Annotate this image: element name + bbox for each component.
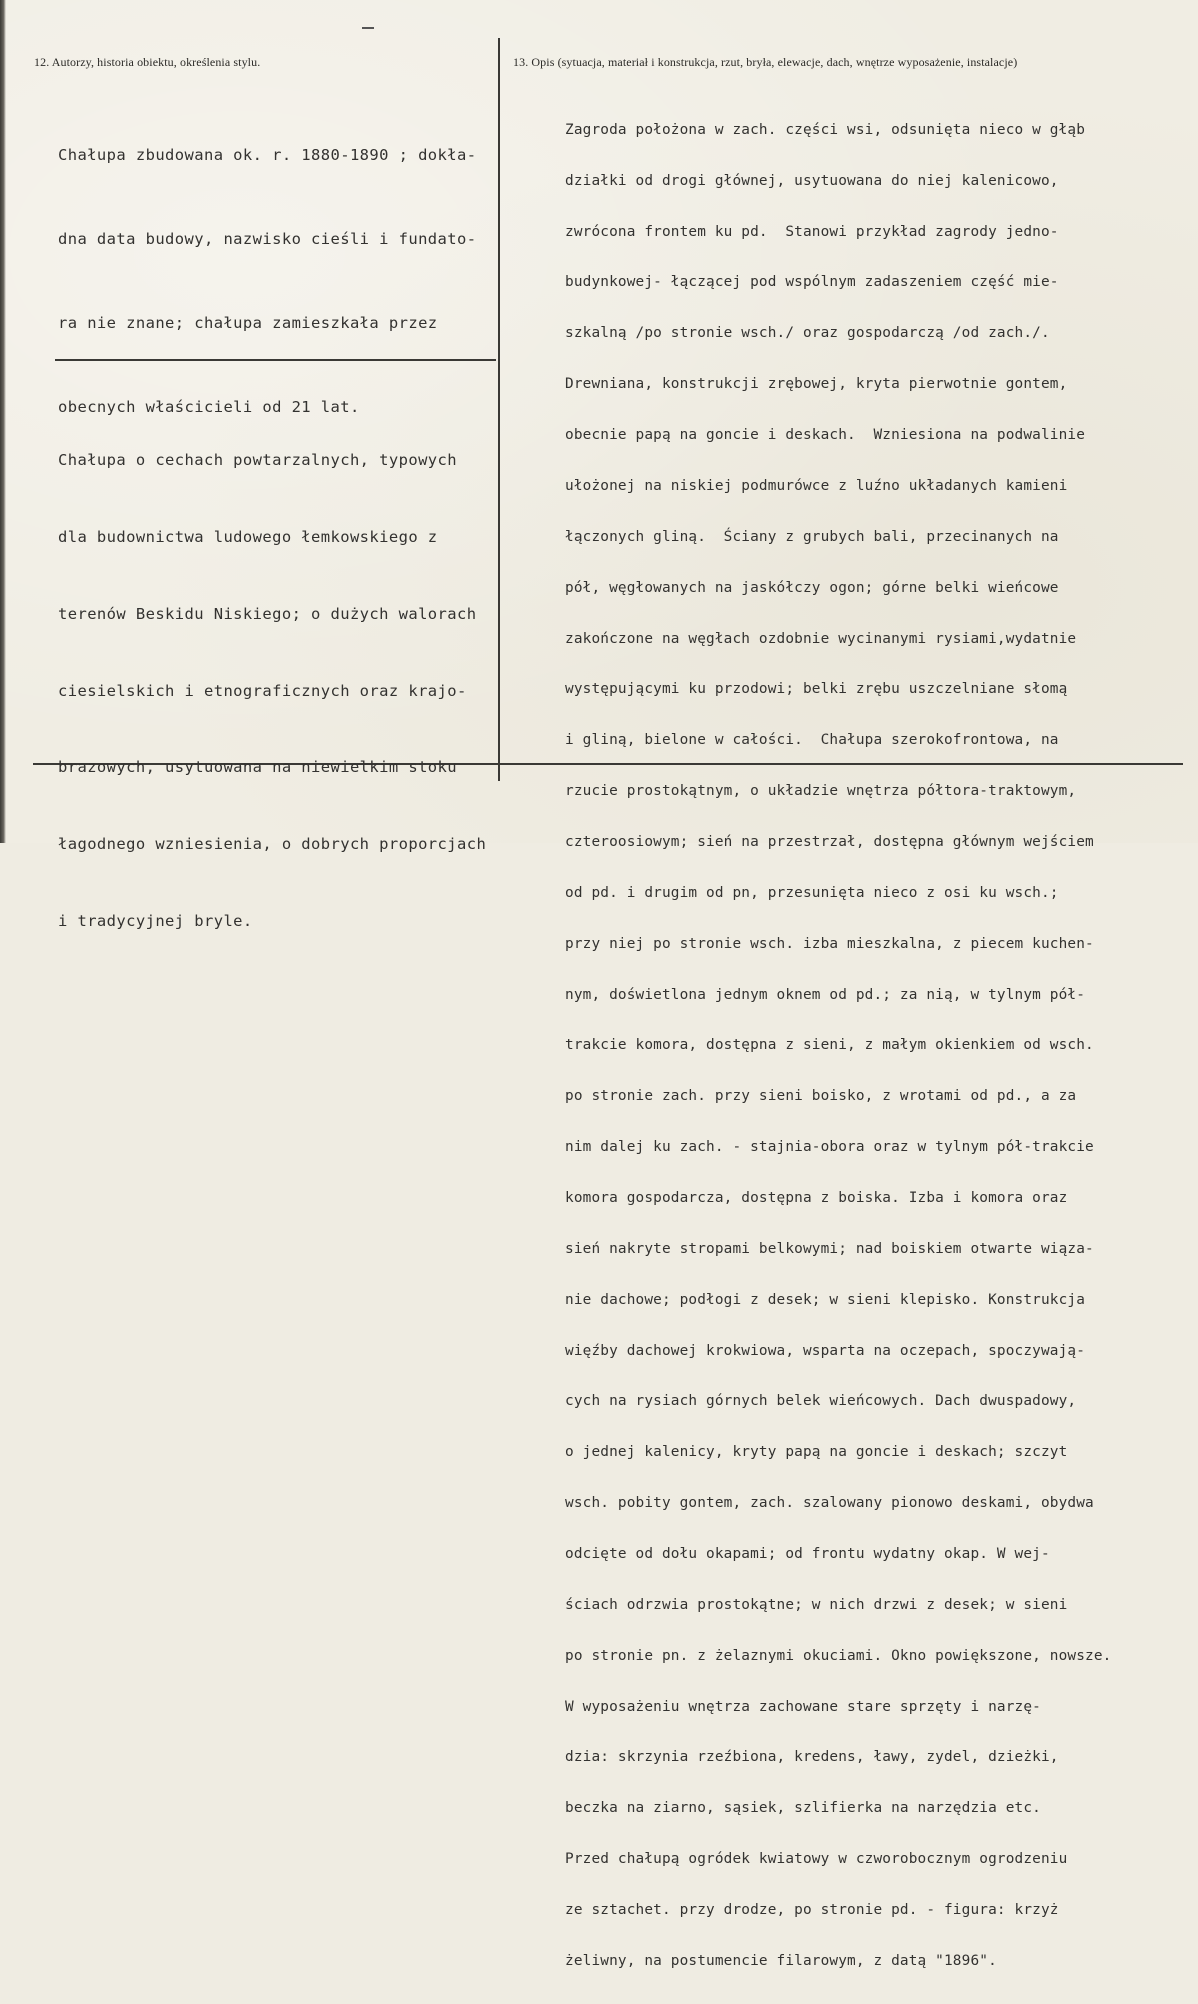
text-line: ciesielskich i etnograficznych oraz krajo-: [58, 681, 467, 700]
text-line: i gliną, bielone w całości. Chałupa szerokofrontowa, na: [565, 732, 1059, 749]
text-line: obecnych właścicieli od 21 lat.: [58, 398, 360, 416]
text-line: działki od drogi głównej, usytuowana do niej kalenicowo,: [565, 172, 1059, 189]
text-line: pół, węgłowanych na jaskółczy ogon; górne belki wieńcowe: [565, 579, 1059, 596]
text-line: wsch. pobity gontem, zach. szalowany pionowo deskami, obydwa: [565, 1495, 1094, 1512]
text-line: nie dachowe; podłogi z desek; w sieni klepisko. Konstrukcja: [565, 1291, 1086, 1308]
text-line: czteroosiowym; sień na przestrzał, dostępna głównym wejściem: [565, 833, 1094, 850]
text-line: występującymi ku przodowi; belki zrębu uszczelniane słomą: [565, 681, 1068, 698]
column-divider: [498, 38, 500, 781]
fold-mark: [362, 27, 374, 29]
text-line: żeliwny, na postumencie filarowym, z datą "1896".: [565, 1952, 997, 1969]
text-line: ściach odrzwia prostokątne; w nich drzwi z desek; w sieni: [565, 1596, 1068, 1613]
section-13-heading: 13. Opis (sytuacja, materiał i konstrukcja, rzut, bryła, elewacje, dach, wnętrze wyposażenie, instalacje): [513, 55, 1018, 69]
text-line: szkalną /po stronie wsch./ oraz gospodarczą /od zach./.: [565, 325, 1050, 342]
text-line: więźby dachowej krokwiowa, wsparta na oczepach, spoczywają-: [565, 1342, 1086, 1359]
text-line: obecnie papą na goncie i deskach. Wzniesiona na podwalinie: [565, 427, 1086, 444]
text-line: beczka na ziarno, sąsiek, szlifierka na narzędzia etc.: [565, 1800, 1041, 1817]
page-edge-shadow: [0, 0, 6, 843]
text-line: i tradycyjnej bryle.: [58, 911, 253, 930]
text-line: dna data budowy, nazwisko cieśli i fundato-: [58, 230, 477, 248]
text-line: cych na rysiach górnych belek wieńcowych. Dach dwuspadowy,: [565, 1393, 1077, 1410]
text-line: Chałupa zbudowana ok. r. 1880-1890 ; dokła-: [58, 146, 477, 164]
text-line: Chałupa o cechach powtarzalnych, typowych: [58, 451, 458, 470]
text-line: Przed chałupą ogródek kwiatowy w czworobocznym ogrodzeniu: [565, 1851, 1068, 1868]
text-line: łączonych gliną. Ściany z grubych bali, przecinanych na: [565, 528, 1059, 545]
text-line: odcięte od dołu okapami; od frontu wydatny okap. W wej-: [565, 1545, 1050, 1562]
description-text-block: [565, 88, 1111, 2004]
text-line: ze sztachet. przy drodze, po stronie pd. - figura: krzyż: [565, 1901, 1059, 1918]
text-line: brazowych, usytuowana na niewielkim stoku: [58, 758, 458, 777]
text-line: po stronie zach. przy sieni boisko, z wrotami od pd., a za: [565, 1088, 1077, 1105]
text-line: budynkowej- łączącej pod wspólnym zadaszeniem część mie-: [565, 274, 1059, 291]
text-line: przy niej po stronie wsch. izba mieszkalna, z piecem kuchen-: [565, 935, 1094, 952]
section-12-heading: 12. Autorzy, historia obiektu, określenia stylu.: [34, 55, 261, 69]
text-line: terenów Beskidu Niskiego; o dużych walorach: [58, 604, 477, 623]
text-line: łagodnego wzniesienia, o dobrych proporcjach: [58, 835, 487, 854]
text-line: ułożonej na niskiej podmurówce z luźno układanych kamieni: [565, 477, 1068, 494]
text-line: Drewniana, konstrukcji zrębowej, kryta pierwotnie gontem,: [565, 376, 1068, 393]
text-line: trakcie komora, dostępna z sieni, z małym okienkiem od wsch.: [565, 1037, 1094, 1054]
text-line: komora gospodarcza, dostępna z boiska. Izba i komora oraz: [565, 1189, 1068, 1206]
text-line: nym, doświetlona jednym oknem od pd.; za nią, w tylnym pół-: [565, 986, 1086, 1003]
text-line: rzucie prostokątnym, o układzie wnętrza półtora-traktowym,: [565, 783, 1077, 800]
text-line: ra nie znane; chałupa zamieszkała przez: [58, 314, 438, 332]
text-line: dla budownictwa ludowego łemkowskiego z: [58, 527, 438, 546]
text-line: W wyposażeniu wnętrza zachowane stare sprzęty i narzę-: [565, 1698, 1041, 1715]
text-line: nim dalej ku zach. - stajnia-obora oraz w tylnym pół-trakcie: [565, 1139, 1094, 1156]
text-line: o jednej kalenicy, kryty papą na goncie i deskach; szczyt: [565, 1444, 1068, 1461]
text-line: Zagroda położona w zach. części wsi, odsunięta nieco w głąb: [565, 121, 1086, 138]
text-line: po stronie pn. z żelaznymi okuciami. Okno powiększone, nowsze.: [565, 1647, 1112, 1664]
text-line: zakończone na węgłach ozdobnie wycinanymi rysiami,wydatnie: [565, 630, 1077, 647]
text-line: dzia: skrzynia rzeźbiona, kredens, ławy, zydel, dzieżki,: [565, 1749, 1059, 1766]
text-line: sień nakryte stropami belkowymi; nad boiskiem otwarte wiąza-: [565, 1240, 1094, 1257]
text-line: zwrócona frontem ku pd. Stanowi przykład zagrody jedno-: [565, 223, 1059, 240]
text-line: od pd. i drugim od pn, przesunięta nieco z osi ku wsch.;: [565, 884, 1059, 901]
style-text-block: [58, 397, 486, 986]
